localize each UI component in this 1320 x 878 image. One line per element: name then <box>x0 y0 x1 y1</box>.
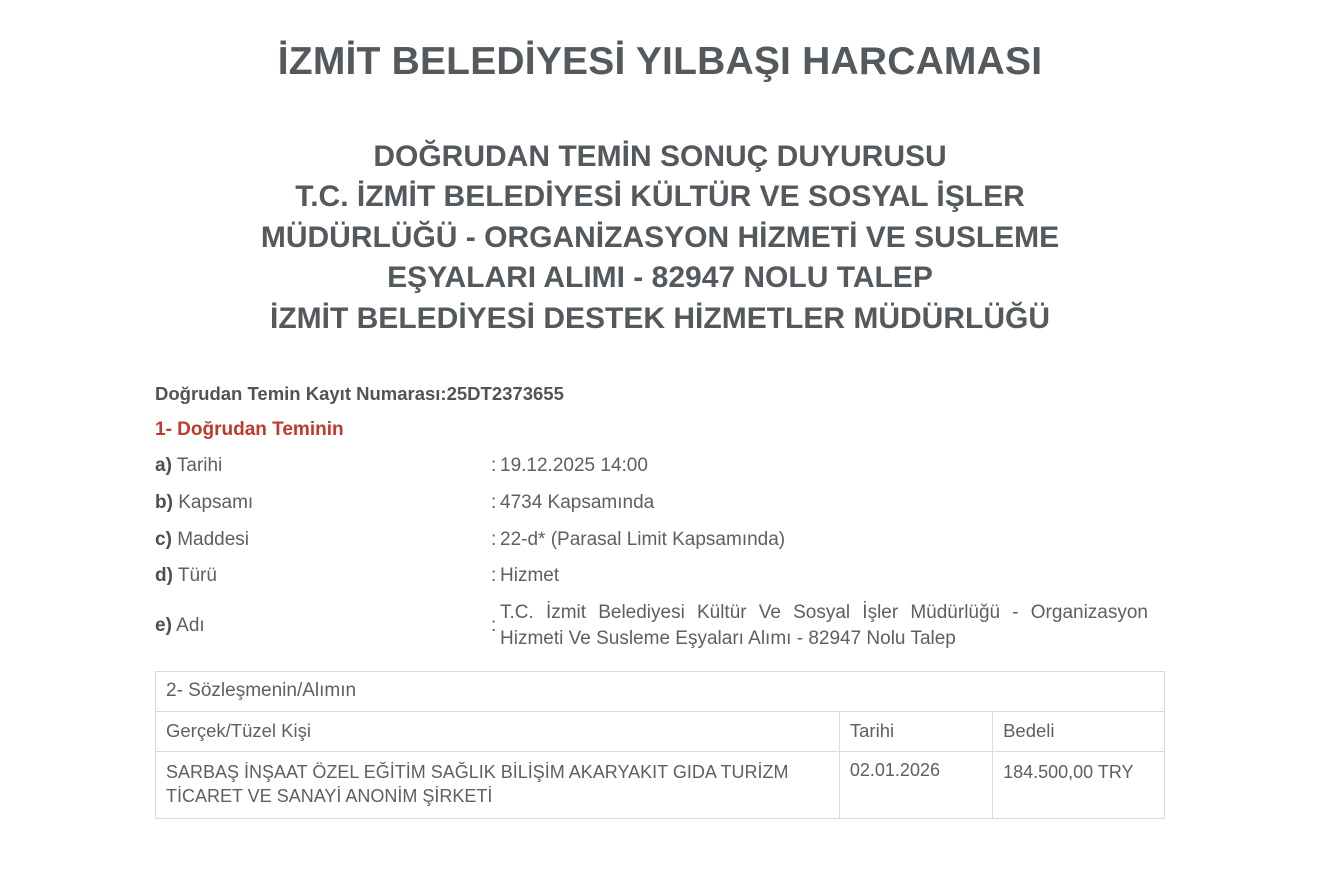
cell-amount: 184.500,00 TRY <box>993 752 1165 819</box>
section-heading-1: 1- Doğrudan Teminin <box>155 419 344 441</box>
table-section-row <box>156 672 1165 712</box>
table-header-row <box>156 712 1165 752</box>
subtitle-line-3: MÜDÜRLÜĞÜ - ORGANİZASYON HİZMETİ VE SUSLEME <box>260 220 1060 254</box>
detail-row-marker: a) <box>155 455 172 477</box>
detail-row-value: Hizmet <box>500 565 560 587</box>
column-header-amount: Bedeli <box>993 712 1165 752</box>
detail-row-name: Maddesi <box>177 528 250 550</box>
detail-row <box>155 453 1165 479</box>
column-header-firm: Gerçek/Tüzel Kişi <box>156 712 840 752</box>
detail-row <box>155 490 1165 516</box>
detail-row <box>155 600 1165 651</box>
detail-row-name: Kapsamı <box>178 491 254 513</box>
detail-row-label <box>155 613 491 639</box>
kayit-label: Doğrudan Temin Kayıt Numarası: <box>155 383 447 405</box>
subtitle-line-5: İZMİT BELEDİYESİ DESTEK HİZMETLER MÜDÜRLÜĞÜ <box>270 301 1050 335</box>
subtitle-line-2: T.C. İZMİT BELEDİYESİ KÜLTÜR VE SOSYAL İŞLER <box>295 180 1025 214</box>
sozlesme-table <box>155 671 1165 819</box>
detail-row-value: 19.12.2025 14:00 <box>500 455 648 477</box>
kayit-numarasi <box>155 383 1165 405</box>
detail-rows <box>155 453 1165 651</box>
document-page <box>0 40 1320 878</box>
detail-row-colon: : <box>491 455 497 477</box>
detail-row <box>155 563 1165 589</box>
detail-row-value: 4734 Kapsamında <box>500 491 655 513</box>
subtitle-block <box>0 137 1320 340</box>
cell-date: 02.01.2026 <box>839 752 992 819</box>
detail-row-label <box>155 490 491 516</box>
detail-row-marker: d) <box>155 565 173 587</box>
detail-row-colon: : <box>491 614 497 636</box>
sozlesme-table-wrap <box>155 671 1165 819</box>
detail-row-colon: : <box>491 565 497 587</box>
detail-row-colon: : <box>491 528 497 550</box>
section-heading-2: 2- Sözleşmenin/Alımın <box>156 672 1165 712</box>
cell-firm: SARBAŞ İNŞAAT ÖZEL EĞİTİM SAĞLIK BİLİŞİM AKARYAKIT GIDA TURİZM TİCARET VE SANAYİ ANONİM ŞİRKETİ <box>156 752 840 819</box>
detail-row-label <box>155 563 491 589</box>
detail-row-marker: b) <box>155 491 173 513</box>
detail-row-label <box>155 453 491 479</box>
detail-row-value: T.C. İzmit Belediyesi Kültür Ve Sosyal İşler Müdürlüğü - Organizasyon Hizmeti Ve Susleme Eşyaları Alımı - 82947 Nolu Talep <box>500 601 1148 649</box>
table-row <box>156 752 1165 819</box>
subtitle-line-4: EŞYALARI ALIMI - 82947 NOLU TALEP <box>387 261 933 295</box>
subtitle-line-1: DOĞRUDAN TEMİN SONUÇ DUYURUSU <box>373 139 947 173</box>
detail-row-label <box>155 527 491 553</box>
detail-row-name: Tarihi <box>176 455 223 477</box>
document-body <box>0 383 1320 818</box>
detail-row-name: Adı <box>176 614 205 636</box>
detail-row-marker: c) <box>155 528 172 550</box>
detail-row-value: 22-d* (Parasal Limit Kapsamında) <box>500 528 786 550</box>
detail-row-marker: e) <box>155 614 172 636</box>
page-title: İZMİT BELEDİYESİ YILBAŞI HARCAMASI <box>277 40 1043 83</box>
detail-row <box>155 527 1165 553</box>
detail-row-colon: : <box>491 491 497 513</box>
detail-row-name: Türü <box>177 565 217 587</box>
kayit-value: 25DT2373655 <box>446 383 564 405</box>
column-header-date: Tarihi <box>839 712 992 752</box>
